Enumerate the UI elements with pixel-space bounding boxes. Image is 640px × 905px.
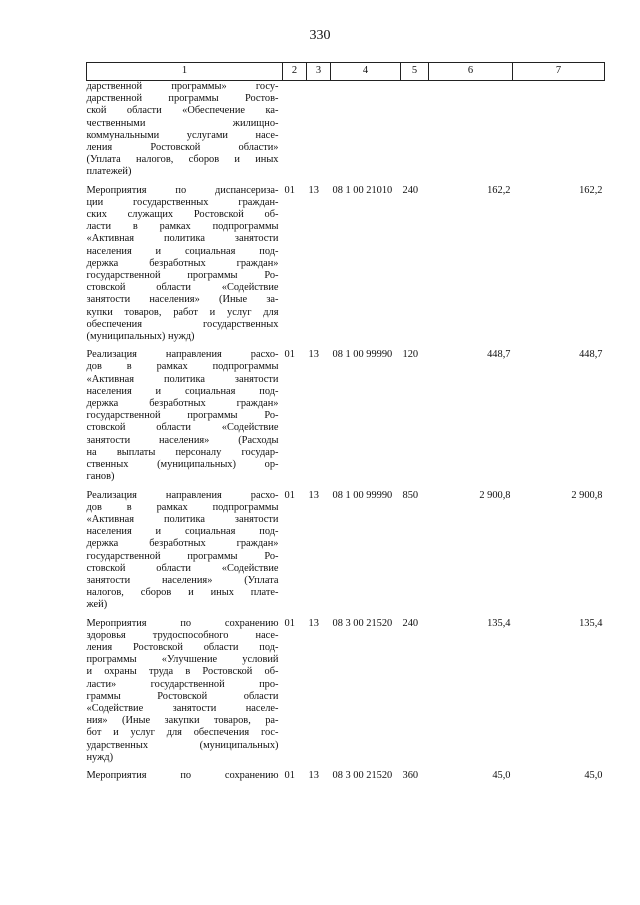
row-expense-type: 240 (402, 184, 419, 196)
description-line: дов в рамках подпрограммы (86, 501, 279, 513)
description-line: Мероприятия по сохранению (86, 769, 279, 781)
description-line: стовской области «Содействие (86, 422, 279, 434)
row-section: 01 (284, 184, 295, 196)
row-amount-1: 2 900,8 (479, 489, 511, 501)
row-amount-2: 135,4 (579, 617, 603, 629)
row-target-article: 08 1 00 21010 (332, 184, 393, 196)
description-line: купки товаров, работ и услуг для (86, 306, 279, 318)
row-expense-type: 850 (402, 489, 419, 501)
description-line: населения и социальная под- (86, 526, 279, 538)
header-col-2: 2 (283, 63, 307, 81)
description-line: нужд) (86, 751, 114, 763)
description-line: стовской области «Содействие (86, 562, 279, 574)
header-col-3: 3 (307, 63, 331, 81)
row-target-article (331, 81, 401, 179)
row-description (87, 81, 283, 179)
row-target-article: 08 1 00 99990 (332, 489, 393, 501)
description-line: ских служащих Ростовской об- (86, 209, 279, 221)
description-line: дарственной программы Ростов- (86, 93, 279, 105)
description-line: ления Ростовской области» (86, 142, 279, 154)
table-body (87, 81, 605, 783)
table-row (87, 81, 605, 179)
description-line: ской области «Обеспечение ка- (86, 105, 279, 117)
table-row (87, 770, 605, 782)
row-description (87, 770, 283, 782)
description-line: занятости населения» (Расходы (86, 434, 279, 446)
row-expense-type: 120 (402, 349, 419, 361)
row-amount-1: 162,2 (487, 184, 511, 196)
description-line: ласти» государственной про- (86, 678, 279, 690)
row-amount-2: 162,2 (579, 184, 603, 196)
description-line: держка безработных граждан» (86, 257, 279, 269)
description-line: «Активная политика занятости (86, 233, 279, 245)
description-line: государственной программы Ро- (86, 550, 279, 562)
row-section: 01 (284, 349, 295, 361)
row-description (87, 490, 283, 612)
description-line: населения и социальная под- (86, 385, 279, 397)
description-line: занятости населения» (Уплата (86, 574, 279, 586)
header-col-7: 7 (513, 63, 605, 81)
header-col-5: 5 (401, 63, 429, 81)
description-line: чественными жилищно- (86, 117, 279, 129)
description-line: (муниципальных) нужд) (86, 331, 195, 343)
description-line: Мероприятия по сохранению (86, 617, 279, 629)
row-target-article: 08 1 00 99990 (332, 349, 393, 361)
description-line: ния» (Иные закупки товаров, ра- (86, 715, 279, 727)
row-section (283, 81, 307, 179)
header-col-1: 1 (87, 63, 283, 81)
row-subsection: 13 (308, 769, 319, 781)
row-target-article: 08 3 00 21520 (332, 617, 393, 629)
budget-table (86, 62, 605, 782)
description-line: «Содействие занятости населе- (86, 702, 279, 714)
row-description (87, 349, 283, 483)
row-section: 01 (284, 489, 295, 501)
description-line: Мероприятия по диспансеризa- (86, 184, 279, 196)
table-row (87, 490, 605, 612)
row-amount-2 (513, 81, 605, 179)
row-subsection: 13 (308, 489, 319, 501)
description-line: налогов, сборов и иных плате- (86, 587, 279, 599)
table-row (87, 349, 605, 483)
row-subsection: 13 (308, 349, 319, 361)
row-expense-type: 240 (402, 617, 419, 629)
header-col-4: 4 (331, 63, 401, 81)
table-row (87, 618, 605, 764)
row-subsection: 13 (308, 617, 319, 629)
row-amount-1 (429, 81, 513, 179)
description-line: «Активная политика занятости (86, 373, 279, 385)
description-line: ударственных (муниципальных) (86, 739, 279, 751)
row-section: 01 (284, 769, 295, 781)
description-line: дов в рамках подпрограммы (86, 361, 279, 373)
row-amount-2: 2 900,8 (571, 489, 603, 501)
row-subsection (307, 81, 331, 179)
description-line: и охраны труда в Ростовской об- (86, 666, 279, 678)
row-section: 01 (284, 617, 295, 629)
row-description (87, 618, 283, 764)
description-line: здоровья трудоспособного насе- (86, 629, 279, 641)
description-line: государственной программы Ро- (86, 270, 279, 282)
page-number: 330 (309, 28, 331, 43)
description-line: ления Ростовской области под- (86, 641, 279, 653)
row-subsection: 13 (308, 184, 319, 196)
description-line: (Уплата налогов, сборов и иных (86, 154, 279, 166)
description-line: Реализация направления расхо- (86, 349, 279, 361)
row-amount-2: 448,7 (579, 349, 603, 361)
description-line: обеспечения государственных (86, 318, 279, 330)
description-line: стовской области «Содействие (86, 282, 279, 294)
row-amount-1: 448,7 (487, 349, 511, 361)
description-line: граммы Ростовской области (86, 690, 279, 702)
description-line: населения и социальная под- (86, 245, 279, 257)
description-line: ственных (муниципальных) ор- (86, 459, 279, 471)
header-col-6: 6 (429, 63, 513, 81)
description-line: ласти в рамках подпрограммы (86, 221, 279, 233)
row-expense-type (401, 81, 429, 179)
description-line: на выплаты персоналу государ- (86, 446, 279, 458)
description-line: платежей) (86, 166, 132, 178)
row-amount-2: 45,0 (584, 769, 603, 781)
description-line: программы «Улучшение условий (86, 654, 279, 666)
description-line: государственной программы Ро- (86, 410, 279, 422)
row-description (87, 185, 283, 344)
description-line: ции государственных граждан- (86, 196, 279, 208)
row-amount-1: 45,0 (492, 769, 511, 781)
table-row (87, 185, 605, 344)
row-expense-type: 360 (402, 769, 419, 781)
description-line: жей) (86, 599, 108, 611)
description-line: держка безработных граждан» (86, 398, 279, 410)
row-target-article: 08 3 00 21520 (332, 769, 393, 781)
description-line: Реализация направления расхо- (86, 489, 279, 501)
table-header-row (87, 63, 605, 81)
description-line: бот и услуг для обеспечения гос- (86, 727, 279, 739)
description-line: дарственной программы» госу- (86, 81, 279, 92)
description-line: ганов) (86, 471, 115, 483)
row-amount-1: 135,4 (487, 617, 511, 629)
description-line: держка безработных граждан» (86, 538, 279, 550)
description-line: коммунальными услугами насе- (86, 129, 279, 141)
description-line: «Активная политика занятости (86, 513, 279, 525)
description-line: занятости населения» (Иные за- (86, 294, 279, 306)
